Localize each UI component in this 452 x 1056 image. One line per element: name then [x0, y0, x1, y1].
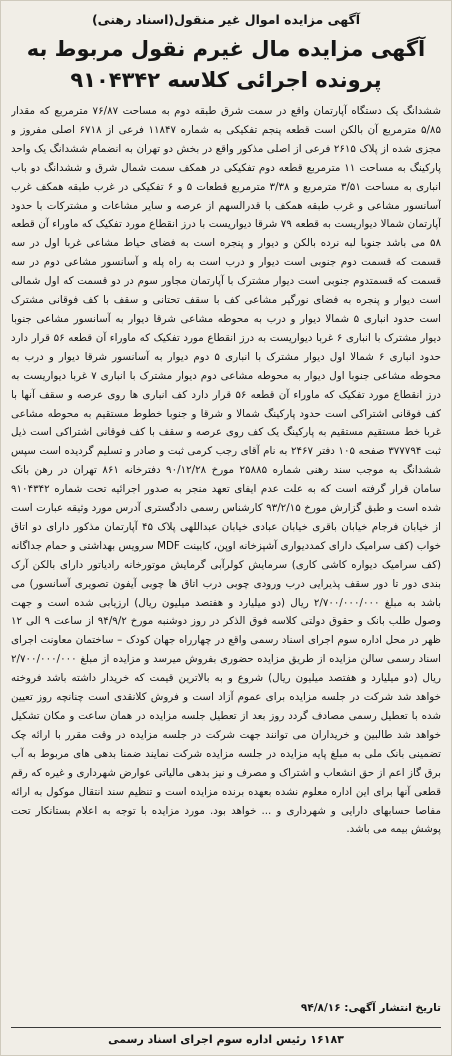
notice-headline: آگهی مزایده مال غیرم نقول مربوط به پرونده اجرائی کلاسه ۹۱۰۴۳۴۲	[26, 37, 426, 92]
notice-signature: ۱۶۱۸۳ رئیس اداره سوم اجرای اسناد رسمی	[108, 1033, 344, 1046]
notice-body	[11, 102, 441, 997]
footer-divider	[11, 1027, 441, 1028]
notice-body-text: ششدانگ یک دستگاه آپارتمان واقع در سمت شرق طبقه دوم به مساحت ۷۶/۸۷ مترمربع که مقدار ۵/۸۵ مترمربع آن بالکن است قطعه پنجم تفکیکی به شماره ۱۱۸۴۷ فرعی از ۶۷۱۸ اصلی مفروز و مجزی شده از پلاک ۲۶۱۵ فرعی از اصلی مذکور واقع در بخش دو تهران به انضمام ششدانگ یک واحد پارکینگ به مساحت ۱۱ مترمربع قطعه دوم تفکیکی در همکف سمت شمال شرق و ششدانگ دو باب انباری به مساحت ۳/۵۱ مترمربع و ۳/۳۸ مترمربع قطعات ۵ و ۶ تفکیکی در غرب طبقه همکف غرب آسانسور مشاعی و غرب طبقه همکف با قدرالسهم از عرصه و سایر مشاعات و مشترکات با حدود آپارتمان شمالا دیواریست به قطعه ۷۹ شرقا دیواریست با درز انقطاع مورد تفکیک که ماوراء آن قطعه ۵۸ می باشد جنوبا لبه نرده بالکن و دیوار و پنجره است به فضای حیاط مشاعی غربا اول در سه قسمت که قسمت دوم جنوبی است دیوار و درب است به راه پله و آسانسور مشاعی دوم در سه قسمت که قسمتدوم جنوبی است دیوار مشترک با آپارتمان مجاور سوم در دو قسمت که اول شمالی است دیوار و پنجره به فضای نورگیر مشاعی کف با سقف تحتانی و سقف با کف فوقانی مشترک است حدود انباری ۵ شمالا دیوار و درب به محوطه مشاعی شرقا دیوار به آسانسور مشاعی جنوبا دیوار مشترک با انباری ۶ غربا دیواریست به درز انقطاع مورد تفکیک که ماوراء آن قطعه ۵۶ قرار دارد حدود انباری ۶ شمالا اول دیوار مشترک با انباری ۵ دوم دیوار به آسانسور شرقا دیوار و درب به محوطه مشاعی جنوبا اول دیوار به محوطه مشاعی دوم دیوار مشترک با انباری ۷ غربا دیواریست به درز انقطاع مورد تفکیک که ماوراء آن قطعه ۵۶ قرار دارد کف انباری ها روی عرصه و سقف آنها با کف فوقانی اشتراکی است حدود پارکینگ شمالا و شرقا و جنوبا خطوط مستقیم به محوطه مشاعی غربا خط مستقیم مستقیم به پارکینگ یک کف روی عرصه و سقف با کف فوقانی اشتراکی است ذیل ثبت ۳۷۷۷۹۴ صفحه ۱۰۵ دفتر ۲۴۶۷ به نام آقای رجب کرمی ثبت و صادر و تسلیم گردیده است سپس ششدانگ به موجب سند رهنی شماره ۲۵۸۸۵ مورخ ۹۰/۱۲/۲۸ دفترخانه ۸۶۱ تهران در رهن بانک سامان قرار گرفته است که به علت عدم ایفای تعهد منجر به صدور اجرائیه تحت شماره ۹۱۰۴۳۴۲ شده است و طبق گزارش مورخ ۹۳/۲/۱۵ کارشناس رسمی دادگستری آدرس مورد وثیقه عبارت است از خیابان فرجام خیابان باقری خیابان عبادی خیابان عبداللهی پلاک ۴۵ آپارتمان مذکور دارای دو اتاق خواب (کف سرامیک دارای کمددیواری آشپزخانه اوپن، کابینت MDF سرویس بهداشتی و حمام جداگانه (کف سرامیک دیواره کاشی کاری) سرمایش کولرآبی گرمایش موتورخانه رادیاتور دارای بالکن آرک بندی دور تا دور سقف پذیرایی درب ورودی چوبی درب اتاق ها چوبی آیفون تصویری آسانسور) می باشد به مبلغ ۲/۷۰۰/۰۰۰/۰۰۰ ریال (دو میلیارد و هفتصد میلیون ریال) ارزیابی شده است و جهت وصول طلب بانک و حقوق دولتی کلاسه فوق الذکر در روز دوشنبه مورخ ۹۴/۹/۲ از ساعت ۹ الی ۱۲ ظهر در محل اداره سوم اجرای اسناد رسمی واقع در چهارراه جهان کودک – ساختمان معاونت اجرای اسناد رسمی سالن مزایده از طریق مزایده حضوری بفروش میرسد و مزایده از مبلغ ۲/۷۰۰/۰۰۰/۰۰۰ ریال (دو میلیارد و هفتصد میلیون ریال) شروع و به بالاترین قیمت که خریدار داشته باشد فروخته خواهد شد شرکت در جلسه مزایده برای عموم آزاد است و فروش کلانقدی است چنانچه روز تعیین شده با تعطیل رسمی مصادف گردد روز بعد از تعطیل جلسه مزایده در همان ساعت و مکان تشکیل خواهد شد طالبین و خریداران می توانند جهت شرکت در جلسه مزایده در وقت مقرر با ارائه چک تضمینی بانک ملی به مبلغ پایه مزایده در جلسه مزایده شرکت نمایند ضمنا بدهی های مربوط به آب برق گاز اعم از حق انشعاب و اشتراک و مصرف و نیز بدهی مالیاتی عوارض شهرداری و غیره که رقم قطعی آنها برای این اداره معلوم نشده بعهده برنده مزایده است و تنظیم سند انتقال موکول به ارائه مفاصا حسابهای دارایی و شهرداری و ... خواهد بود. مورد مزایده با توجه به اعلام بستانکار تحت پوشش بیمه می باشد.	[11, 105, 441, 836]
publication-date: تاریخ انتشار آگهی: ۹۴/۸/۱۶	[300, 1002, 441, 1014]
notice-kicker: آگهی مزایده اموال غیر منقول(اسناد رهنی)	[91, 12, 361, 27]
